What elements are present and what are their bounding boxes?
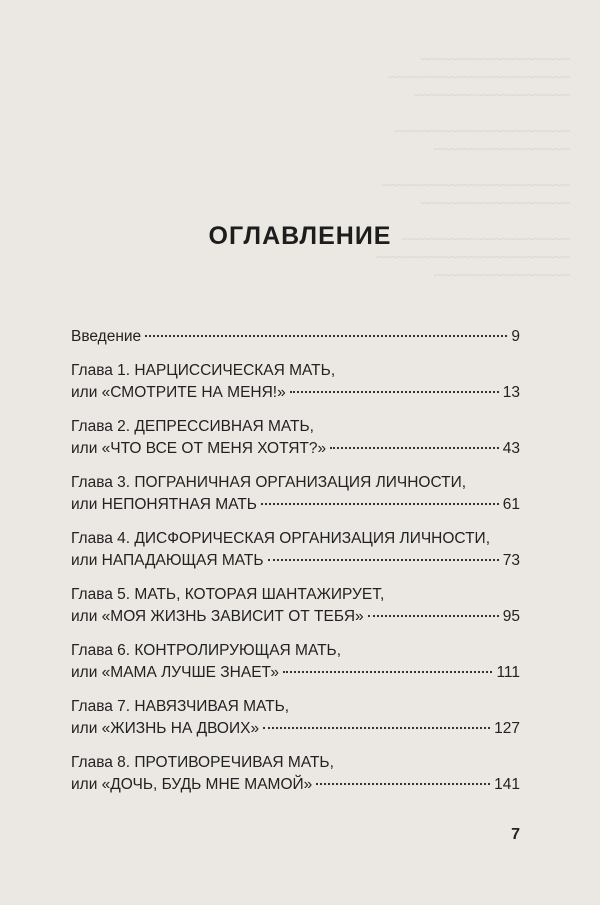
page-number: 7 [511, 826, 520, 843]
chapter-title: Глава 7. НАВЯЗЧИВАЯ МАТЬ, [71, 698, 290, 715]
chapter-title: Глава 4. ДИСФОРИЧЕСКАЯ ОРГАНИЗАЦИЯ ЛИЧНОСТИ, [71, 530, 491, 547]
chapter-subtitle: или «ДОЧЬ, БУДЬ МНЕ МАМОЙ» [71, 776, 313, 793]
dot-leader [268, 559, 499, 561]
bleed-through-text: ~~~~~~~~~~~~~~~~~~~~~~~ ~~~~~~~~~~~~~~~~~~~~~~~~~~~~ ~~~~~~~~~~~~~~~~~~~~~~~~ ~~~~~~~~~~~~~~~~~~~~~~~~~~~ ~~~~~~~~~~~~~~~~~~~~~ ~~~~~~~~~~~~~~~~~~~~~~~~~~~~~ ~~~~~~~~~~~~~~~~~~~~~~~ ~~~~~~~~~~~~~~~~~~~~~~~~~~ ~~~~~~~~~~~~~~~~~~~~~~~~~~~~~~ ~~~~~~~~~~~~~~~~~~~~~ [375, 52, 570, 282]
toc-entry-chapter-4[interactable] [71, 528, 520, 572]
chapter-subtitle: или «ЧТО ВСЕ ОТ МЕНЯ ХОТЯТ?» [71, 440, 327, 457]
toc-entry-chapter-8[interactable] [71, 752, 520, 796]
toc-page-number: 9 [511, 328, 520, 345]
toc-entry-chapter-3[interactable] [71, 472, 520, 516]
dot-leader [290, 391, 499, 393]
dot-leader [261, 503, 499, 505]
dot-leader [145, 335, 507, 337]
toc-page-number: 43 [502, 440, 520, 457]
chapter-title: Глава 3. ПОГРАНИЧНАЯ ОРГАНИЗАЦИЯ ЛИЧНОСТИ, [71, 474, 467, 491]
dot-leader [368, 615, 499, 617]
toc-page-number: 141 [494, 776, 520, 793]
chapter-title: Глава 1. НАРЦИССИЧЕСКАЯ МАТЬ, [71, 362, 336, 379]
chapter-title: Глава 6. КОНТРОЛИРУЮЩАЯ МАТЬ, [71, 642, 342, 659]
page-title: ОГЛАВЛЕНИЕ [208, 222, 392, 250]
chapter-title: Глава 5. МАТЬ, КОТОРАЯ ШАНТАЖИРУЕТ, [71, 586, 385, 603]
chapter-subtitle: или НЕПОНЯТНАЯ МАТЬ [71, 496, 257, 513]
toc-entry-chapter-2[interactable] [71, 416, 520, 460]
toc-entry-label: Введение [71, 328, 142, 345]
chapter-subtitle: или «МОЯ ЖИЗНЬ ЗАВИСИТ ОТ ТЕБЯ» [71, 608, 364, 625]
toc-page-number: 61 [502, 496, 520, 513]
toc-entry-chapter-6[interactable] [71, 640, 520, 684]
toc-entry-intro[interactable] [71, 326, 520, 348]
dot-leader [283, 671, 493, 673]
dot-leader [330, 447, 499, 449]
chapter-subtitle: или НАПАДАЮЩАЯ МАТЬ [71, 552, 264, 569]
table-of-contents [71, 326, 520, 808]
chapter-subtitle: или «СМОТРИТЕ НА МЕНЯ!» [71, 384, 286, 401]
toc-page-number: 111 [496, 664, 520, 681]
chapter-title: Глава 8. ПРОТИВОРЕЧИВАЯ МАТЬ, [71, 754, 334, 771]
chapter-subtitle: или «МАМА ЛУЧШЕ ЗНАЕТ» [71, 664, 279, 681]
toc-page-number: 127 [494, 720, 520, 737]
dot-leader [263, 727, 490, 729]
toc-entry-chapter-5[interactable] [71, 584, 520, 628]
dot-leader [316, 783, 490, 785]
chapter-subtitle: или «ЖИЗНЬ НА ДВОИХ» [71, 720, 260, 737]
toc-page-number: 95 [502, 608, 520, 625]
toc-entry-chapter-7[interactable] [71, 696, 520, 740]
toc-page-number: 13 [502, 384, 520, 401]
chapter-title: Глава 2. ДЕПРЕССИВНАЯ МАТЬ, [71, 418, 314, 435]
toc-entry-chapter-1[interactable] [71, 360, 520, 404]
toc-page-number: 73 [502, 552, 520, 569]
